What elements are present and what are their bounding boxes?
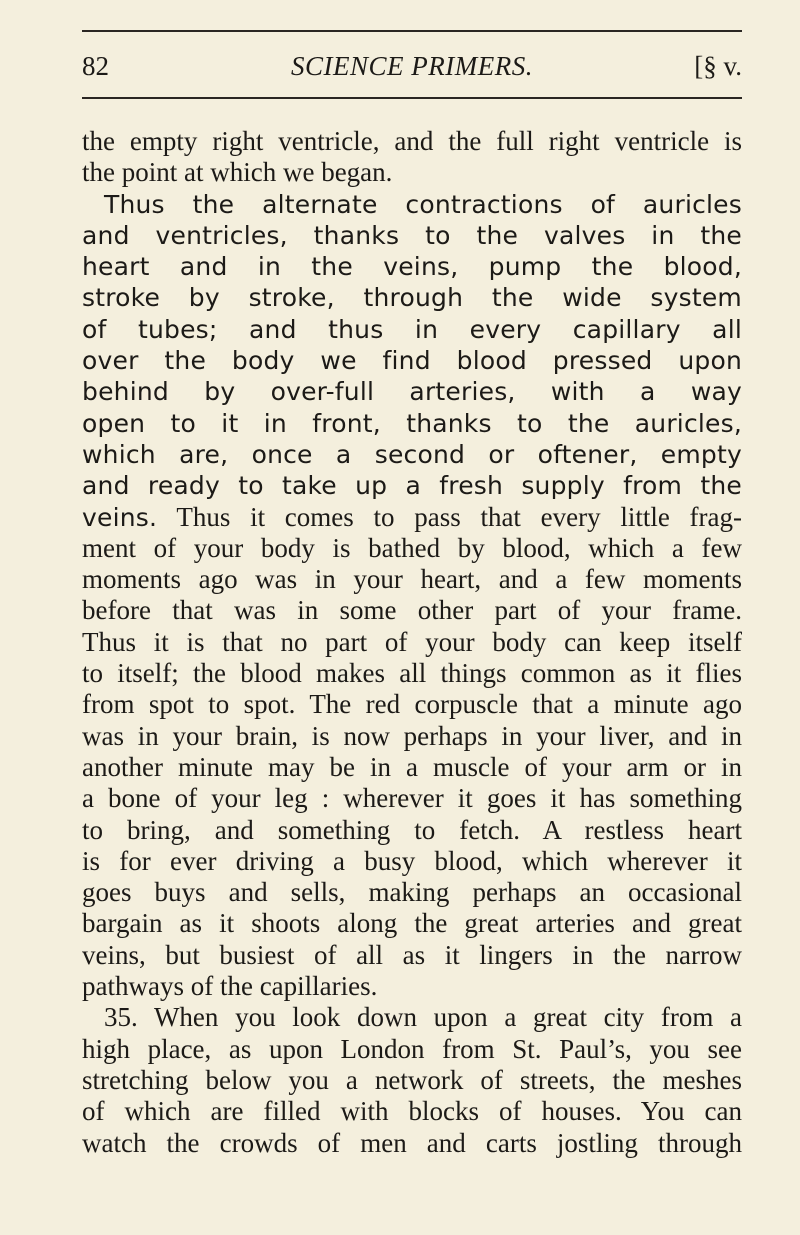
header-rule (82, 97, 742, 99)
text-line: stroke by stroke, through the wide system (82, 283, 742, 313)
text-line: bargain as it shoots along the great arteries and great (82, 908, 742, 939)
text-line: ment of your body is bathed by blood, which a few (82, 532, 742, 563)
text-line: the point at which we began. (82, 157, 393, 188)
text-line: which are, once a second or oftener, empty (82, 439, 742, 469)
text-line: of tubes; and thus in every capillary all (82, 314, 742, 344)
text-line: stretching below you a network of streets, the meshes (82, 1064, 742, 1095)
page-number: 82 (82, 51, 109, 81)
section-marker: [§ v. (694, 51, 742, 81)
text-line-rest: Thus it comes to pass that every little frag- (157, 501, 742, 532)
top-rule (82, 30, 742, 32)
text-line: veins, but busiest of all as it lingers in the narrow (82, 939, 742, 970)
text-line: Thus it is that no part of your body can keep itself (82, 626, 742, 657)
text-line: open to it in front, thanks to the auricles, (82, 408, 742, 438)
text-line: moments ago was in your heart, and a few moments (82, 564, 742, 595)
running-title: SCIENCE PRIMERS. (291, 51, 533, 81)
text-line: to itself; the blood makes all things common as it flies (82, 658, 742, 689)
text-line: 35. When you look down upon a great city from a (104, 1002, 742, 1033)
text-line: from spot to spot. The red corpuscle that a minute ago (82, 689, 742, 720)
text-line: heart and in the veins, pump the blood, (82, 252, 742, 282)
text-line: Thus the alternate contractions of auricles (104, 189, 742, 219)
text-line (82, 502, 742, 533)
text-line: and ventricles, thanks to the valves in the (82, 220, 742, 250)
text-line: of which are filled with blocks of houses. You can (82, 1096, 742, 1127)
text-line: and ready to take up a fresh supply from the (82, 471, 742, 501)
text-line: the empty right ventricle, and the full right ventricle is (82, 126, 742, 156)
body-text (82, 126, 742, 1159)
text-line: to bring, and something to fetch. A restless heart (82, 814, 742, 845)
text-line: before that was in some other part of your frame. (82, 595, 742, 626)
text-line: was in your brain, is now perhaps in your liver, and in (82, 720, 742, 751)
text-line: over the body we find blood pressed upon (82, 346, 742, 376)
text-line: another minute may be in a muscle of your arm or in (82, 751, 742, 782)
text-line: behind by over-full arteries, with a way (82, 377, 742, 407)
running-header (82, 50, 742, 82)
text-line: is for ever driving a busy blood, which wherever it (82, 845, 742, 876)
text-line-bold-part: veins. (82, 502, 158, 532)
text-line: a bone of your leg : wherever it goes it has something (82, 783, 742, 814)
text-line: watch the crowds of men and carts jostling through (82, 1127, 742, 1158)
text-line: goes buys and sells, making perhaps an occasional (82, 877, 742, 908)
text-line: pathways of the capillaries. (82, 971, 378, 1002)
text-line: high place, as upon London from St. Paul’s, you see (82, 1033, 742, 1064)
